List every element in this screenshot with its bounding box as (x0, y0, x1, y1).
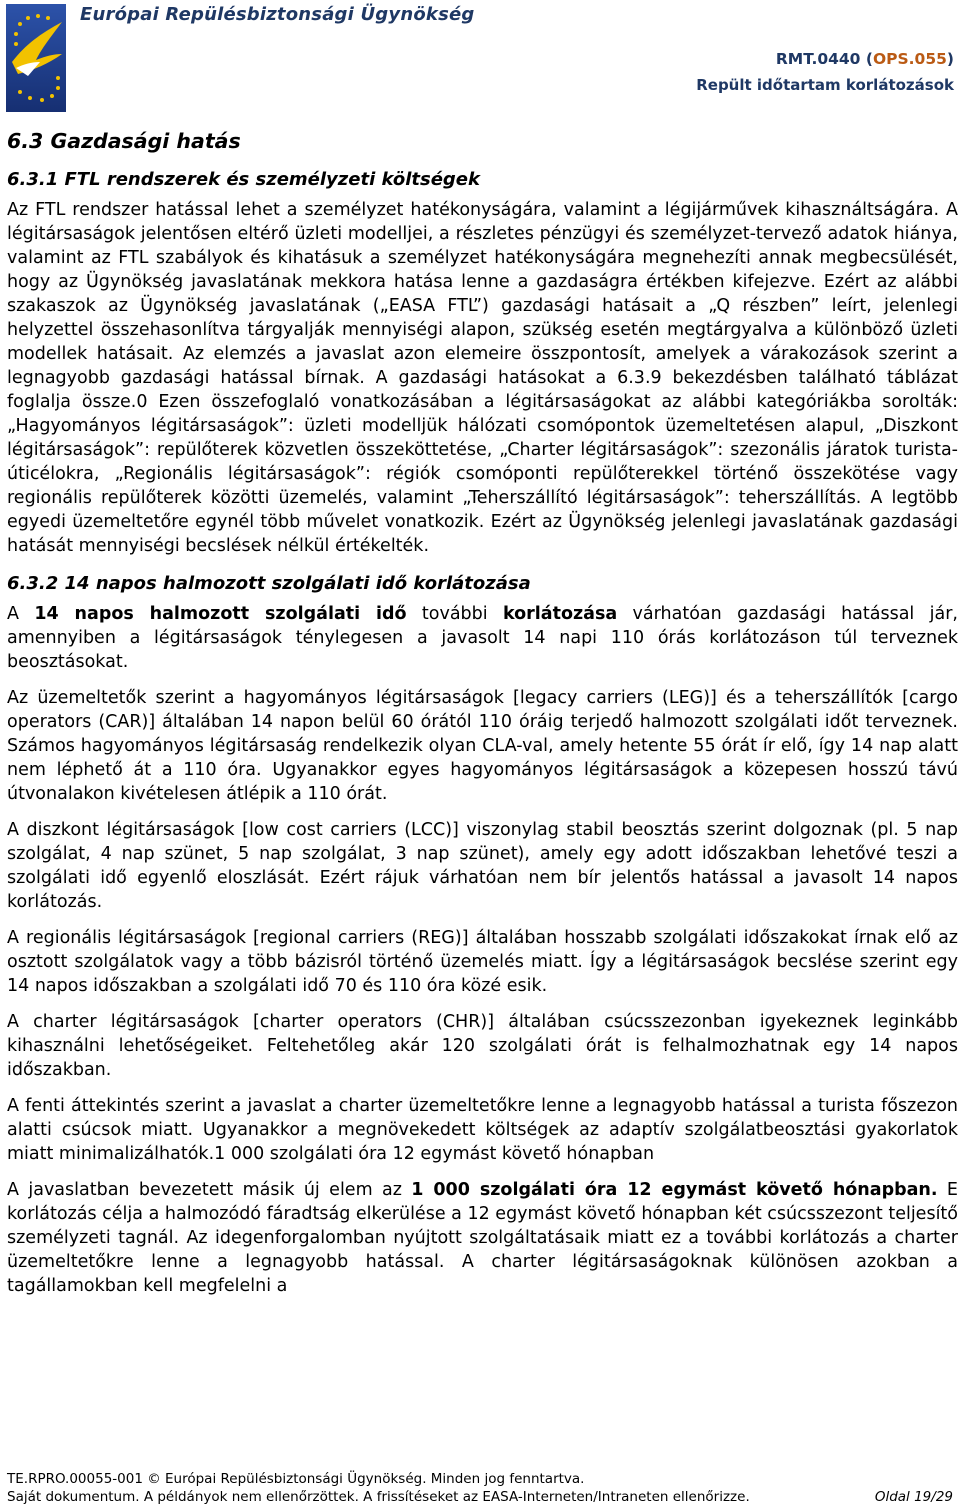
document-id-prefix: RMT.0440 ( (775, 50, 873, 68)
bold-text: 14 napos halmozott szolgálati idő (34, 604, 407, 624)
text-run: A (7, 604, 35, 624)
document-id-suffix: ) (946, 50, 954, 68)
paragraph-low-cost-carriers: A diszkont légitársaságok [low cost carriers (LCC)] viszonylag stabil beosztás szerint dolgoznak (pl. 5 nap szolgálat, 4 nap szünet, 5 nap szolgálat, 3 nap szünet), amely egy adott időszakban lehetővé teszi a szolgálati idő egyenlő eloszlását. Ezért rájuk várhatóan nem bír jelentős hatással a javasolt 14 napos korlátozás. (7, 820, 958, 912)
paragraph-charter-operators: A charter légitársaságok [charter operators (CHR)] általában csúcsszezonban igyekeznek leginkább kihasználni lehetőségeiket. Feltehetőleg akár 120 szolgálati órát is felhalmozhatnak egy 14 napos időszakban. (7, 1012, 958, 1080)
subsection-title-6-3-2: 6.3.2 14 napos halmozott szolgálati idő korlátozása (7, 573, 531, 594)
paragraph-overview: A fenti áttekintés szerint a javaslat a charter üzemeltetőkre lenne a legnagyobb hatással a turista főszezon alatti csúcsok miatt. Ugyanakkor a megnövekedett költségek az adaptív szolgálatbeosztási gyakorlatok miatt minimalizálhatók.1 000 szolgálati óra 12 egymást követő hónapban (7, 1096, 958, 1164)
text-run: A javaslatban bevezetett másik új elem az (7, 1180, 412, 1200)
document-id (776, 50, 954, 68)
footer-disclaimer: Saját dokumentum. A példányok nem ellenőrzöttek. A frissítéseket az EASA-Interneten/Intraneten ellenőrizze. (7, 1489, 750, 1505)
bold-text: 1 000 szolgálati óra 12 egymást követő hónapban. (411, 1180, 938, 1200)
text-run: várhatóan gazdasági hatással jár, amennyiben a légitársaságok ténylegesen a javasolt 14 napi 110 órás korlátozáson túl terveznek beosztásokat. (7, 604, 958, 672)
footer-copyright: TE.RPRO.00055-001 © Európai Repülésbiztonsági Ügynökség. Minden jog fenntartva. (7, 1471, 585, 1487)
text-run: E korlátozás célja a halmozódó fáradtság elkerülése a 12 egymást követő hónapban két csúcsszezont teljesítő személyzeti tagnál. Az idegenforgalomban nyújtott szolgáltatásaik miatt ez a további korlátozás a charter üzemeltetőkre lenne a legnagyobb hatással. A charter légitársaságoknak különösen azokban a tagállamokban kell megfelelni a (7, 1180, 958, 1296)
page-footer (7, 1470, 953, 1506)
section-title: 6.3 Gazdasági hatás (7, 129, 241, 153)
text-run: további (406, 604, 503, 624)
subsection-title-6-3-1: 6.3.1 FTL rendszerek és személyzeti költségek (7, 169, 480, 190)
paragraph-14-day-limit (7, 602, 958, 674)
page-header (0, 0, 960, 115)
paragraph-legacy-carriers: Az üzemeltetők szerint a hagyományos légitársaságok [legacy carriers (LEG)] és a teherszállítók [cargo operators (CAR)] általában 14 napon belül 60 órától 110 óráig terjedő halmozott szolgálati időt terveznek. Számos hagyományos légitársaság rendelkezik olyan CLA-val, amely hetente 55 órát ír elő, így 14 nap alatt nem léphető át a 110 óra. Ugyanakkor egyes hagyományos légitársaságok a közepesen hosszú távú útvonalakon kivételesen átlépik a 110 órát. (7, 688, 958, 804)
document-id-highlight: OPS.055 (872, 50, 947, 68)
paragraph-1000-hours (7, 1178, 958, 1298)
page-number: Oldal 19/29 (874, 1489, 953, 1505)
easa-logo (6, 4, 66, 112)
paragraph-ftl-systems: Az FTL rendszer hatással lehet a személyzet hatékonyságára, valamint a légijárművek kihasználtságára. A légitársaságok jelentősen eltérő üzleti modelljei, a részletes pénzügyi és személyzet-tervező adatok hiánya, valamint az FTL szabályok és kihatásuk a személyzet hatékonyságára megnehezíti annak megbecsülését, hogy az Ügynökség javaslatának mekkora hatása lenne a gazdaságra értékben kifejezve. Ezért az alábbi szakaszok az Ügynökség javaslatának („EASA FTL”) gazdasági hatásait a „Q részben” leírt, jelenlegi helyzettel összehasonlítva tárgyalják mennyiségi alapon, szükség esetén megtárgyalva a különböző üzleti modellek hatásait. Az elemzés a javaslat azon elemeire összpontosít, amelyek a várakozások szerint a legnagyobb gazdasági hatással bírnak. A gazdasági hatásokat a 6.3.9 bekezdésben található táblázat foglalja össze.0 Ezen összefoglaló vonatkozásában a légitársaságokat az alábbi kategóriákba sorolták: „Hagyományos légitársaságok”: üzleti modelljük hálózati csomópontok üzemeltetésen alapul, „Diszkont légitársaságok”: repülőterek közvetlen összeköttetése, „Charter légitársaságok”: szezonális járatok turista-úticélokra, „Regionális légitársaságok”: régiók csomóponti repülőterekkel történő összekötése vagy regionális repülőterek közötti üzemelés, valamint „Teherszállító légitársaságok”: teherszállítás. A legtöbb egyedi üzemeltetőre egynél több művelet vonatkozik. Ezért az Ügynökség jelenlegi javaslatának gazdasági hatását mennyiségi becslések nélkül értékelték. (7, 200, 958, 556)
document-body (7, 124, 958, 1310)
document-subtitle: Repült időtartam korlátozások (696, 76, 954, 94)
agency-name: Európai Repülésbiztonsági Ügynökség (80, 4, 475, 25)
paragraph-regional-carriers: A regionális légitársaságok [regional carriers (REG)] általában hosszabb szolgálati időszakokat írnak elő az osztott szolgálatok vagy a több bázisról történő üzemelés miatt. Így a légitársaságok becslése szerint egy 14 napos időszakban a szolgálati idő 70 és 110 óra közé esik. (7, 928, 958, 996)
bold-text: korlátozása (502, 604, 618, 624)
